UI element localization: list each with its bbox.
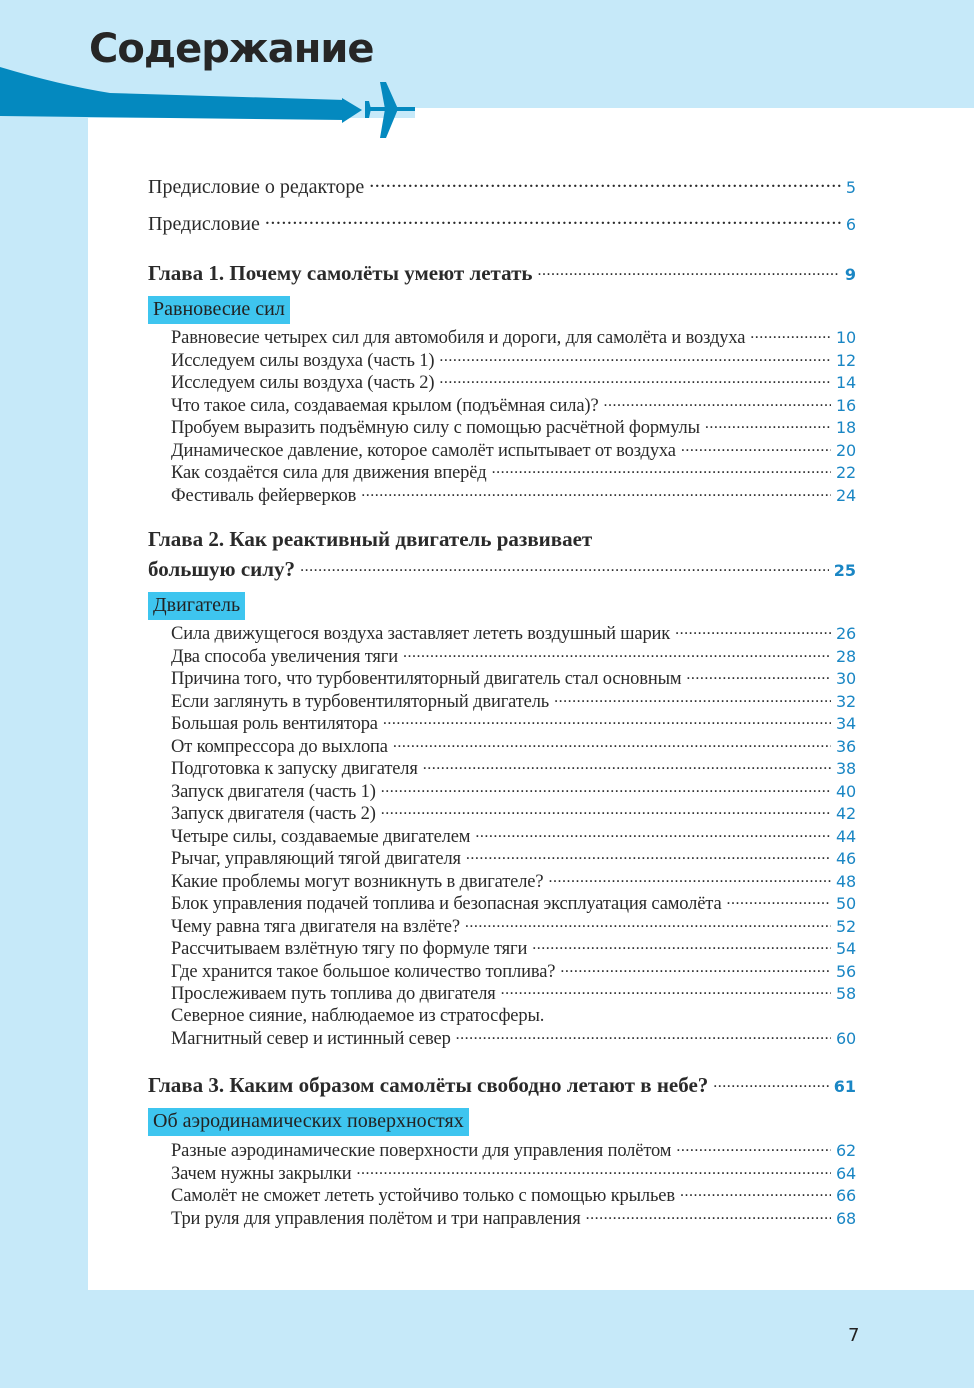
entry-title: Где хранится такое большое количество топлива? [171,961,556,982]
toc-entry[interactable] [171,1208,856,1230]
toc-entry[interactable] [171,983,856,1005]
airplane-arrow-graphic [0,60,430,150]
toc-entry[interactable] [171,713,856,735]
entry-page-number: 38 [835,759,856,778]
entry-page-number: 24 [835,485,856,505]
toc-entry[interactable] [171,1140,856,1162]
dot-leader [361,485,831,501]
toc-entry[interactable] [171,781,856,803]
entry-page-number: 50 [835,894,856,913]
dot-leader [381,803,831,819]
dot-leader [393,736,831,752]
entry-title: Какие проблемы могут возникнуть в двигателе? [171,871,544,892]
toc-entry[interactable] [171,395,856,417]
entry-page-number: 22 [835,463,856,482]
entry-page-number: 10 [835,328,856,347]
toc-entry[interactable] [171,961,856,983]
dot-leader [713,1076,828,1092]
toc-entry[interactable] [148,173,856,199]
toc-entry[interactable] [171,758,856,780]
entry-title: Сила движущегося воздуха заставляет лететь воздушный шарик [171,624,671,644]
dot-leader [403,646,831,662]
entry-title: Прослеживаем путь топлива до двигателя [171,984,496,1004]
toc-entry[interactable] [171,938,856,960]
entry-title: Большая роль вентилятора [171,714,378,734]
entry-page-number: 44 [835,826,856,846]
dot-leader [548,871,831,887]
entry-page-number: 46 [835,849,856,868]
entry-page-number: 68 [835,1208,856,1228]
dot-leader [466,848,831,864]
entry-page-number: 9 [844,265,856,284]
entry-title: Рассчитываем взлётную тягу по формуле тяги [171,939,528,959]
entry-page-number: 16 [835,395,856,415]
dot-leader [439,350,831,366]
entry-title: Чему равна тяга двигателя на взлёте? [171,916,460,937]
toc-entry[interactable] [171,350,856,372]
toc-entry[interactable] [171,623,856,645]
dot-leader [750,327,831,343]
entry-page-number: 56 [835,961,856,981]
entry-title: Причина того, что турбовентиляторный двигатель стал основным [171,669,682,689]
dot-leader [456,1028,831,1044]
entry-page-number: 20 [835,440,856,460]
dot-leader [439,372,831,388]
page-title: Содержание [89,26,374,72]
dot-leader [681,440,831,456]
toc-entry[interactable] [171,417,856,439]
dot-leader [675,623,831,639]
toc-entry[interactable] [171,646,856,668]
entry-page-number: 18 [835,418,856,437]
entry-page-number: 61 [833,1077,856,1096]
toc-entry[interactable] [171,691,856,713]
entry-page-number: 54 [835,939,856,958]
dot-leader [680,1185,831,1201]
entry-title: Предисловие [148,213,260,235]
entry-title: Пробуем выразить подъёмную силу с помощью расчётной формулы [171,418,700,438]
chapter-entry[interactable] [148,1073,856,1098]
entry-page-number: 25 [833,561,856,580]
toc-entry[interactable] [171,1185,856,1207]
entry-title: Запуск двигателя (часть 2) [171,804,376,824]
entry-page-number: 62 [835,1141,856,1160]
toc-entry[interactable] [171,848,856,870]
dot-leader [586,1208,831,1224]
toc-entry[interactable] [171,1028,856,1050]
section-heading: Равновесие сил [148,296,290,324]
entry-title: Фестиваль фейерверков [171,485,357,506]
entry-page-number: 34 [835,714,856,733]
toc-entry[interactable] [171,826,856,848]
entry-page-number: 26 [835,624,856,643]
dot-leader [501,983,831,999]
section-heading: Об аэродинамических поверхностях [148,1108,469,1136]
entry-title: Предисловие о редакторе [148,176,365,198]
entry-title: Глава 1. Почему самолёты умеют летать [148,261,533,285]
entry-page-number: 48 [835,871,856,891]
dot-leader [686,668,831,684]
toc-entry[interactable] [171,1163,856,1185]
toc-entry[interactable] [171,462,856,484]
toc-entry[interactable] [171,485,856,507]
entry-title: Исследуем силы воздуха (часть 1) [171,350,435,371]
chapter-entry[interactable] [148,261,856,286]
entry-title: Подготовка к запуску двигателя [171,759,418,779]
entry-page-number: 36 [835,736,856,756]
entry-title: Рычаг, управляющий тягой двигателя [171,849,461,869]
section-heading: Двигатель [148,592,245,620]
toc-entry[interactable] [171,372,856,394]
entry-title: Исследуем силы воздуха (часть 2) [171,373,435,393]
entry-title: Магнитный север и истинный север [171,1029,451,1049]
dot-leader [265,210,841,230]
entry-page-number: 42 [835,804,856,823]
entry-title: Как создаётся сила для движения вперёд [171,463,487,483]
entry-title: Самолёт не сможет лететь устойчиво только с помощью крыльев [171,1186,675,1206]
dot-leader [383,713,831,729]
toc-entry[interactable] [171,668,856,690]
entry-title: Зачем нужны закрылки [171,1163,352,1184]
entry-page-number: 5 [845,178,856,197]
dot-leader [300,560,829,576]
entry-title: Что такое сила, создаваемая крылом (подъёмная сила)? [171,395,599,416]
entry-page-number: 14 [835,373,856,392]
dot-leader [465,916,831,932]
entry-page-number: 40 [835,781,856,801]
entry-page-number: 12 [835,350,856,370]
entry-title: Два способа увеличения тяги [171,646,398,667]
entry-page-number: 30 [835,669,856,688]
entry-title: Динамическое давление, которое самолёт испытывает от воздуха [171,440,676,461]
dot-leader [560,961,831,977]
dot-leader [604,395,831,411]
entry-page-number: 52 [835,916,856,936]
dot-leader [381,781,831,797]
entry-title: От компрессора до выхлопа [171,736,388,757]
dot-leader [475,826,831,842]
entry-page-number: 32 [835,691,856,711]
toc-entry[interactable] [171,440,856,462]
dot-leader [676,1140,831,1156]
entry-page-number: 28 [835,646,856,666]
entry-title: Запуск двигателя (часть 1) [171,781,376,802]
entry-page-number: 60 [835,1029,856,1048]
dot-leader [538,264,840,280]
toc-entry[interactable] [171,1006,856,1027]
toc-entry[interactable] [171,871,856,893]
airplane-icon [365,82,415,138]
entry-title: большую силу? [148,557,296,581]
toc-entry[interactable] [171,893,856,915]
toc-entry[interactable] [171,803,856,825]
entry-title: Равновесие четырех сил для автомобиля и дороги, для самолёта и воздуха [171,328,746,348]
entry-title: Четыре силы, создаваемые двигателем [171,826,471,847]
dot-leader [705,417,831,433]
toc-entry[interactable] [171,327,856,349]
dot-leader [532,938,831,954]
entry-page-number: 58 [835,984,856,1003]
dot-leader [357,1163,831,1179]
entry-title: Глава 3. Каким образом самолёты свободно летают в небе? [148,1073,709,1097]
entry-title: Северное сияние, наблюдаемое из стратосферы. [171,1005,545,1026]
toc-entry[interactable] [171,916,856,938]
entry-title: Если заглянуть в турбовентиляторный двигатель [171,691,550,712]
entry-title: Разные аэродинамические поверхности для управления полётом [171,1141,672,1161]
entry-page-number: 66 [835,1186,856,1205]
dot-leader [369,173,841,193]
chapter-entry[interactable] [148,557,856,582]
toc-entry[interactable] [171,736,856,758]
entry-title: Три руля для управления полётом и три направления [171,1208,581,1229]
entry-page-number: 6 [845,215,856,234]
entry-title: Блок управления подачей топлива и безопасная эксплуатация самолёта [171,894,722,914]
dot-leader [492,462,831,478]
toc-entry[interactable] [148,210,856,236]
dot-leader [727,893,831,909]
entry-page-number: 64 [835,1163,856,1183]
chapter-title-line: Глава 2. Как реактивный двигатель развивает [148,527,593,551]
page-number: 7 [848,1325,860,1346]
dot-leader [423,758,831,774]
dot-leader [554,691,831,707]
